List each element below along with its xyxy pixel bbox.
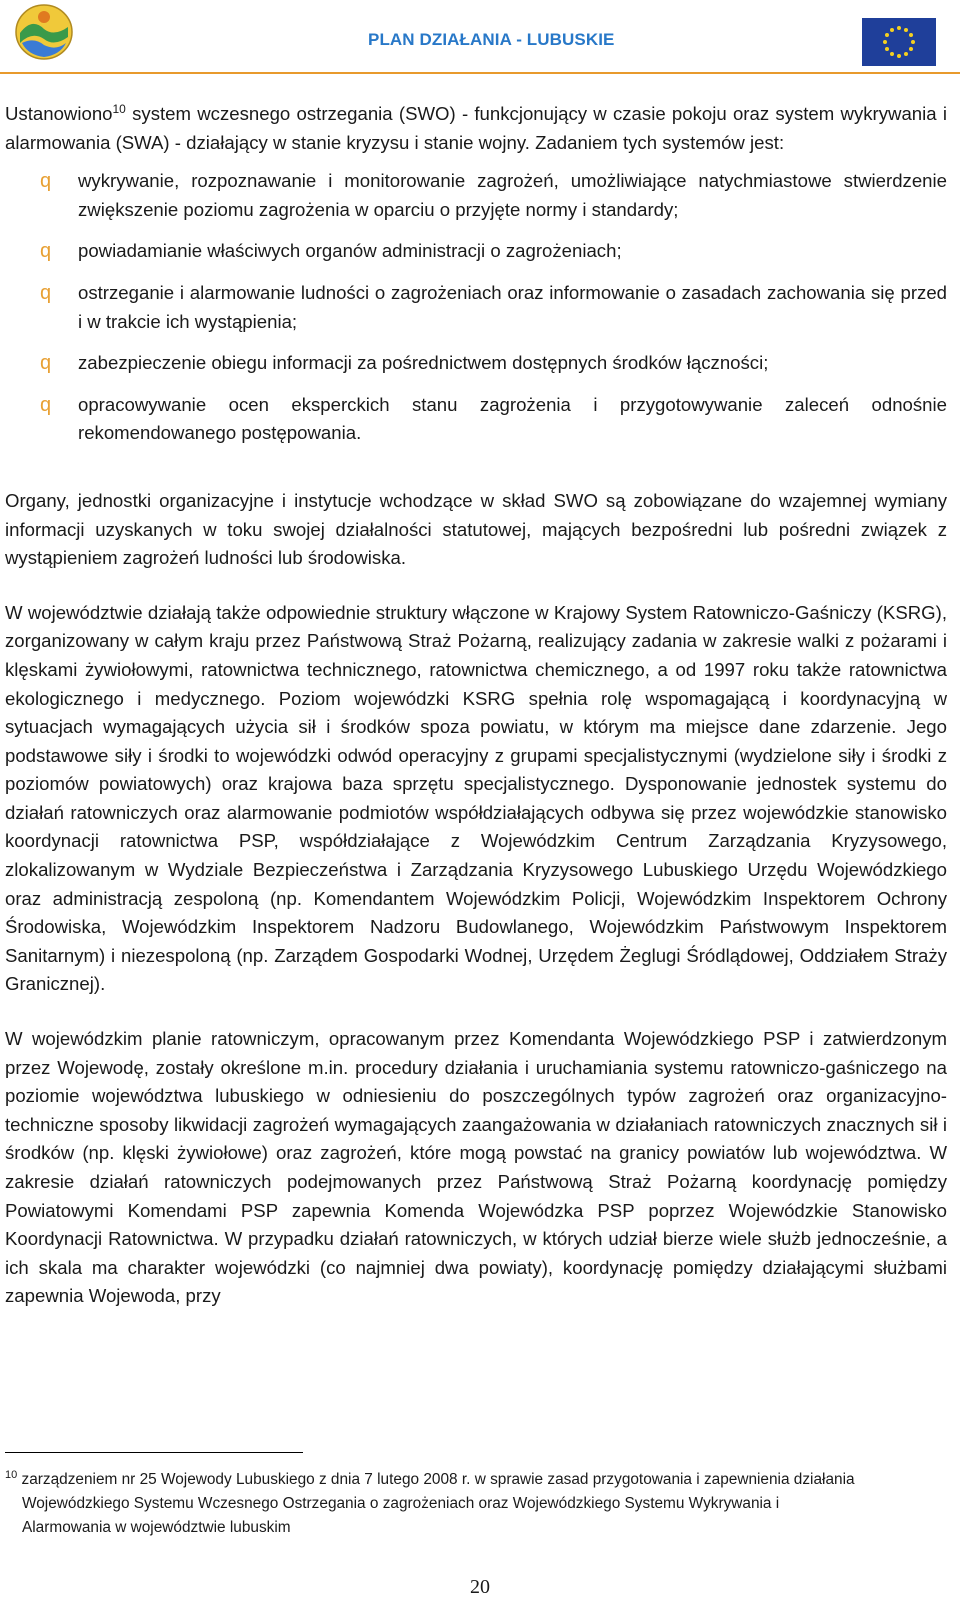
- list-item: q wykrywanie, rozpoznawanie i monitorowanie zagrożeń, umożliwiające natychmiastowe stwierdzenie zwiększenie poziomu zagrożenia w oparciu o przyjęte normy i standardy;: [5, 167, 947, 224]
- bullet-icon: q: [40, 393, 52, 416]
- bullet-icon: q: [40, 281, 52, 304]
- list-item: q ostrzeganie i alarmowanie ludności o zagrożeniach oraz informowanie o zasadach zachowania się przed i w trakcie ich wystąpienia;: [5, 279, 947, 336]
- region-logo-icon: [14, 3, 74, 61]
- body-paragraph: Organy, jednostki organizacyjne i instytucje wchodzące w skład SWO są zobowiązane do wzajemnej wymiany informacji uzyskanych w toku swojej działalności statutowej, mających bezpośredni lub pośredni związek z wystąpieniem zagrożeń ludności lub środowiska.: [5, 489, 947, 569]
- body-paragraph: W województwie działają także odpowiednie struktury włączone w Krajowy System Ratowniczo-Gaśniczy (KSRG), zorganizowany w całym kraju przez Państwową Straż Pożarną, realizujący zadania w zakresie walki z pożarami i klęskami żywiołowymi, ratownictwa technicznego, ratownictwa chemicznego, a od 1997 roku także ratownictwa ekologicznego i medycznego. Poziom wojewódzki KSRG spełnia rolę wspomagającą i koordynacyjną w sytuacjach wymagających użycia sił i środków spoza powiatu, w którym ma miejsce dane zdarzenie. Jego podstawowe siły i środki to wojewódzki odwód operacyjny z grupami specjalistycznymi (wydzielone siły i środki z poziomów powiatowych) oraz krajowa baza sprzętu specjalistycznego. Dysponowanie jednostek systemu do działań ratowniczych oraz alarmowanie podmiotów współdziałających odbywa się przez wojewódzkie stanowisko koordynacji ratownictwa PSP, współdziałające z Wojewódzkim Centrum Zarządzania Kryzysowego, zlokalizowanym w Wydziale Bezpieczeństwa i Zarządzania Kryzysowego Lubuskiego Urzędu Wojewódzkiego oraz administracją zespoloną (np. Komendantem Wojewódzkim Policji, Wojewódzkim Inspektorem Ochrony Środowiska, Wojewódzkim Inspektorem Nadzoru Budowlanego, Wojewódzkim Państwowym Inspektorem Sanitarnym) i niezespoloną (np. Zarządem Gospodarki Wodnej, Urzędem Żeglugi Śródlądowej, Oddziałem Straży Granicznej).: [5, 601, 947, 995]
- header-title: PLAN DZIAŁANIA - LUBUSKIE: [368, 30, 615, 49]
- bullet-icon: q: [40, 352, 52, 375]
- document-body: [5, 100, 947, 1311]
- list-item: q zabezpieczenie obiegu informacji za pośrednictwem dostępnych środków łączności;: [5, 349, 947, 378]
- bullet-icon: q: [40, 240, 52, 263]
- page-header: [0, 0, 960, 74]
- list-item: q opracowywanie ocen eksperckich stanu zagrożenia i przygotowywanie zaleceń odnośnie rekomendowanego postępowania.: [5, 391, 947, 448]
- eu-flag-icon: [862, 18, 936, 66]
- footnote-divider: [5, 1452, 303, 1453]
- footnote: $^{10}$ zarządzeniem nr 25 Wojewody Lubuskiego z dnia 7 lutego 2008 r. w sprawie zasad przygotowania i zapewnienia działania Wojewódzkiego Systemu Wczesnego Ostrzegania o zagrożeniach oraz Wojewódzkiego Systemu Wykrywania i Alarmowania w województwie lubuskim: [5, 1468, 855, 1536]
- tasks-list: [5, 167, 947, 448]
- header-divider: [0, 72, 960, 74]
- list-item: q powiadamianie właściwych organów administracji o zagrożeniach;: [5, 237, 947, 266]
- bullet-icon: q: [40, 170, 52, 193]
- footnote-reference: 10: [112, 101, 126, 116]
- body-paragraph: W wojewódzkim planie ratowniczym, opracowanym przez Komendanta Wojewódzkiego PSP i zatwierdzonym przez Wojewodę, zostały określone m.in. procedury działania i uruchamiania systemu ratowniczo-gaśniczego na poziomie województwa lubuskiego w odniesieniu do poszczególnych typów zagrożeń oraz organizacyjno-techniczne sposoby likwidacji zagrożeń wymagających zaangażowania w działaniach ratowniczych znacznych sił i środków (np. klęski żywiołowe) oraz zagrożeń, które mogą powstać na granicy powiatów lub województwa. W zakresie działań ratowniczych podejmowanych przez Państwową Straż Pożarną koordynację pomiędzy Powiatowymi Komendami PSP zapewnia Komenda Wojewódzka PSP poprzez Wojewódzkie Stanowisko Koordynacji Ratownictwa. W przypadku działań ratowniczych, w których udział bierze wiele służb jednocześnie, a ich skala ma charakter wojewódzki (co najmniej dwa powiaty), koordynację pomiędzy działającymi służbami zapewnia Wojewoda, przy: [5, 1028, 947, 1307]
- footnote-number: 10: [5, 1468, 18, 1481]
- intro-paragraph: Ustanowiono$^{10}$ system wczesnego ostrzegania (SWO) - funkcjonujący w czasie pokoju oraz system wykrywania i alarmowania (SWA) - działający w stanie kryzysu i stanie wojny. Zadaniem tych systemów jest:: [5, 101, 947, 153]
- page-number: 20: [470, 1576, 490, 1598]
